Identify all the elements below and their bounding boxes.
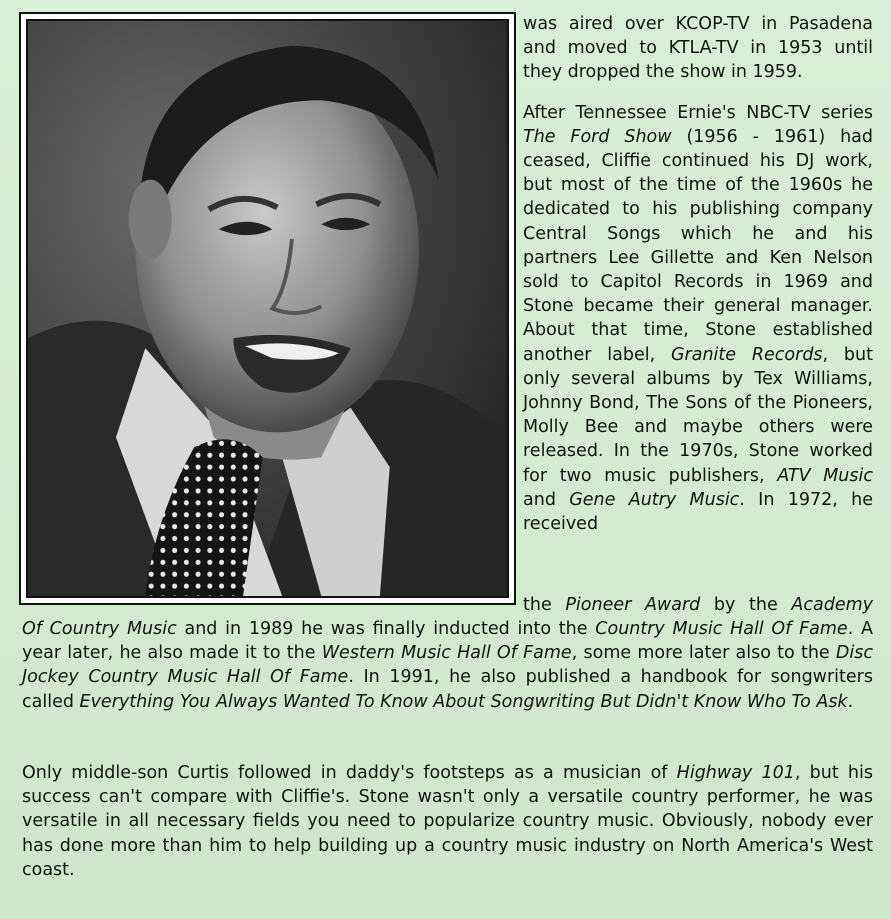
italic-title: Academy <box>791 595 873 615</box>
text-run: (1956 - 1961) had ceased, Cliffie continued his DJ work, but most of the time of the 1960s he dedicated to his publishing company Central Songs which he and his partners Lee Gillette and Ken Nelson sold to Capitol Records in 1969 and Stone became their general manager. About that time, Stone established another label, <box>523 126 874 365</box>
italic-title: ATV Music <box>777 465 873 486</box>
italic-title: The Ford Show <box>523 126 672 147</box>
italic-title: Everything You Always Wanted To Know About Songwriting But Didn't Know Who To Ask <box>79 691 848 712</box>
paragraph-3 <box>22 761 873 882</box>
italic-title: Disc Jockey Country Music Hall Of Fame <box>22 643 873 688</box>
text-run: Only middle-son Curtis followed in daddy's footsteps as a musician of <box>22 763 677 783</box>
italic-title: Country Music Hall Of Fame <box>595 619 848 639</box>
portrait-photo-frame <box>19 12 516 605</box>
wrap-line <box>523 593 873 617</box>
paragraph-3-text <box>22 761 873 882</box>
paragraph-2 <box>523 101 873 537</box>
portrait-image <box>28 21 507 596</box>
italic-title: Granite Records <box>670 344 823 365</box>
right-column-text <box>523 12 873 536</box>
paragraph-2-continuation <box>22 617 873 714</box>
text-run: After Tennessee Ernie's NBC-TV series <box>523 102 873 123</box>
text-run: . <box>847 691 854 712</box>
italic-title: Western Music Hall Of Fame <box>321 643 572 664</box>
italic-title: Of Country Music <box>22 619 177 639</box>
text-run: , but only several albums by Tex Williams, Johnny Bond, The Sons of the Pioneers, Molly Bee and maybe others were released. In the 1970s, Stone worked for two music publishers, <box>523 344 873 486</box>
text-run: by the <box>700 595 792 615</box>
text-run: and <box>523 489 570 510</box>
portrait-photo <box>26 19 509 598</box>
text-run: and in 1989 he was finally inducted into the <box>176 619 596 639</box>
text-run: the <box>523 595 566 615</box>
paragraph-2-cont-text <box>22 617 873 714</box>
text-run: , but his success can't compare with Cliffie's. Stone wasn't only a versatile country performer, he was versatile in all necessary fields you need to popularize country music. Obviously, nobody ever has done more than him to help building up a country music industry on North America's West coast. <box>22 763 873 880</box>
italic-title: Gene Autry Music <box>569 489 740 510</box>
paragraph-1 <box>523 12 873 85</box>
text-run: , some more later also to the <box>571 643 836 664</box>
text-run: . In 1991, he also published a handbook for songwriters called <box>22 667 873 712</box>
text-run: . In 1972, he received <box>523 489 873 535</box>
italic-title: Highway 101 <box>676 763 795 783</box>
text-run: . A year later, he also made it to the <box>22 619 873 664</box>
paragraph-1-text: was aired over KCOP-TV in Pasadena and moved to KTLA-TV in 1953 until they dropped the show in 1959. <box>523 14 873 83</box>
italic-title: Pioneer Award <box>565 595 701 615</box>
